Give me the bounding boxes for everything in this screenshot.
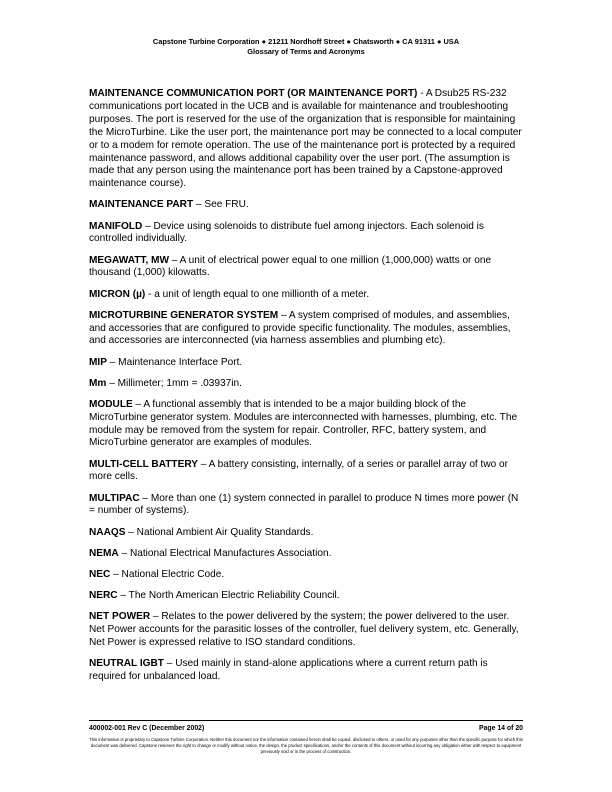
glossary-definition: – A system comprised of modules, and assemblies, and accessories that are configured to provide specific functionality. The modules, assemblies, and accessories are interconnected (via harness assemblies and plumbing etc). — [89, 309, 511, 347]
glossary-entry — [89, 399, 523, 451]
glossary-entry — [89, 88, 523, 191]
glossary-term: Mm — [89, 377, 107, 389]
glossary-term: MANIFOLD — [89, 220, 143, 232]
glossary-entry — [89, 611, 523, 650]
glossary-definition: – Device using solenoids to distribute fuel among injectors. Each solenoid is controlled individually. — [89, 220, 484, 245]
glossary-term: MEGAWATT, MW — [89, 254, 169, 266]
glossary-definition: – National Electrical Manufactures Association. — [118, 547, 332, 559]
glossary-term: NEUTRAL IGBT — [89, 657, 164, 669]
glossary-term: NEC — [89, 568, 111, 580]
glossary-term: MIP — [89, 356, 107, 368]
proprietary-notice: This information is proprietary to Capstone Turbine Corporation. Neither this document nor the information contained herein shall be copied, disclosed to others, or used for any purposes other than the specific purpose for which this document was delivered. Capstone reserves the right to change or modify without notice, the design, the product specifications, and/or the contents of this document without incurring any obligation either with respect to equipment previously sold or in the process of construction. — [89, 737, 523, 755]
glossary-term: MULTI-CELL BATTERY — [89, 458, 198, 470]
glossary-content — [89, 88, 523, 692]
glossary-entry — [89, 527, 523, 540]
page-header — [0, 37, 612, 57]
glossary-entry — [89, 378, 523, 391]
page-number: Page 14 of 20 — [478, 725, 523, 732]
glossary-entry — [89, 255, 523, 281]
glossary-term: NEMA — [89, 547, 119, 559]
glossary-term: MICRON (µ) — [89, 288, 146, 300]
glossary-entry — [89, 569, 523, 582]
document-number: 400002-001 Rev C (December 2002) — [89, 725, 205, 732]
header-title: Glossary of Terms and Acronyms — [247, 47, 365, 56]
footer-divider — [89, 720, 523, 721]
glossary-definition: – National Electric Code. — [110, 568, 225, 580]
glossary-definition: – A unit of electrical power equal to one million (1,000,000) watts or one thousand (1,000) kilowatts. — [89, 254, 492, 279]
glossary-entry — [89, 289, 523, 302]
glossary-entry — [89, 459, 523, 485]
glossary-entry — [89, 548, 523, 561]
header-company-line: Capstone Turbine Corporation ● 21211 Nordhoff Street ● Chatsworth ● CA 91311 ● USA — [152, 37, 460, 46]
glossary-entry — [89, 590, 523, 603]
glossary-definition: – A functional assembly that is intended to be a major building block of the MicroTurbine generator system. Modules are interconnected with harnesses, plumbing, etc. The module may be removed from the system for repair. Controller, RFC, battery system, and MicroTurbine generator are examples of modules. — [89, 398, 518, 449]
glossary-entry — [89, 199, 523, 212]
glossary-definition: – Used mainly in stand-alone applications where a current return path is required for unbalanced load. — [89, 657, 488, 682]
glossary-definition: – Relates to the power delivered by the system; the power delivered to the user. Net Power accounts for the parasitic losses of the controller, fuel delivery system, etc. Generally, Net Power is expressed relative to ISO standard conditions. — [89, 610, 519, 648]
glossary-term: NERC — [89, 589, 118, 601]
glossary-term: MICROTURBINE GENERATOR SYSTEM — [89, 309, 279, 321]
glossary-entry — [89, 493, 523, 519]
glossary-term: MULTIPAC — [89, 492, 140, 504]
glossary-definition: - A Dsub25 RS-232 communications port located in the UCB and is available for maintenance and troubleshooting purposes. The port is reserved for the use of the organization that is responsible for maintaining the MicroTurbine. Like the user port, the maintenance port may be connected to a local computer or to a modem for remote operation. The use of the maintenance port is protected by a required maintenance password, and allows additional capability over the user port. (The assumption is made that any person using the maintenance port has been trained by a Capstone-approved maintenance course). — [89, 88, 522, 190]
glossary-entry — [89, 357, 523, 370]
glossary-definition: – More than one (1) system connected in parallel to produce N times more power (N = number of systems). — [89, 492, 519, 517]
glossary-term: MAINTENANCE COMMUNICATION PORT (OR MAINTENANCE PORT) — [89, 88, 418, 99]
page-footer — [89, 724, 523, 733]
glossary-entry — [89, 310, 523, 349]
glossary-term: NAAQS — [89, 526, 126, 538]
glossary-definition: – Millimeter; 1mm = .03937in. — [106, 377, 242, 389]
glossary-definition: – A battery consisting, internally, of a series or parallel array of two or more cells. — [89, 458, 509, 483]
glossary-term: MAINTENANCE PART — [89, 199, 194, 211]
glossary-entry — [89, 658, 523, 684]
glossary-definition: – National Ambient Air Quality Standards. — [125, 526, 314, 538]
glossary-definition: – The North American Electric Reliability Council. — [117, 589, 340, 601]
glossary-term: MODULE — [89, 398, 133, 410]
glossary-definition: – See FRU. — [193, 199, 249, 211]
glossary-entry — [89, 221, 523, 247]
glossary-definition: - a unit of length equal to one millionth of a meter. — [145, 288, 370, 300]
glossary-term: NET POWER — [89, 610, 151, 622]
glossary-definition: – Maintenance Interface Port. — [106, 356, 243, 368]
